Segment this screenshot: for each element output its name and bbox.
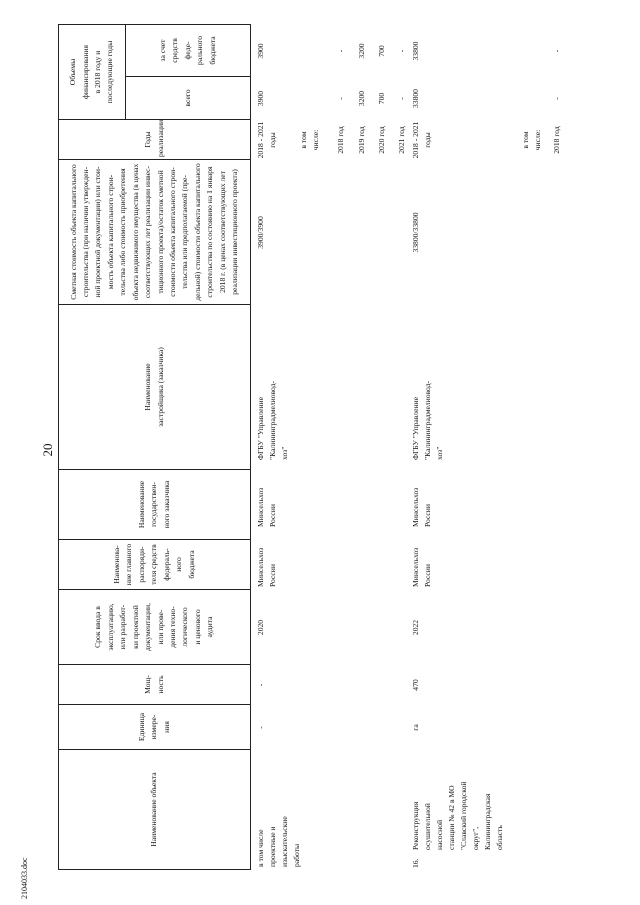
row-chief-manager: Минсельхоз России	[411, 547, 432, 587]
row-federal: 3900	[256, 43, 265, 59]
header-financing-federal: за счет средств феде- рального бюджета	[126, 25, 251, 77]
page-number: 20	[40, 443, 55, 457]
row-term: 2022	[411, 619, 420, 636]
row-years: 2018 - 2021 годы	[411, 121, 432, 159]
row-capacity: 470	[411, 679, 420, 691]
header-state-customer: Наименование государствен- ного заказчика	[59, 470, 251, 540]
row-state-customer: Минсельхоз России	[411, 487, 432, 527]
row-capacity: -	[256, 683, 265, 687]
row-unit: га	[411, 724, 420, 731]
header-financing: Объемы финансирования в 2018 году и последующие годы	[59, 25, 126, 120]
header-row	[59, 25, 126, 870]
table-row	[408, 0, 598, 905]
row-years: 2018 год	[336, 126, 345, 154]
row-total: -	[397, 97, 406, 100]
row-federal: -	[552, 49, 561, 53]
header-unit: Единица измере- ния	[59, 705, 251, 750]
table-header	[58, 24, 251, 870]
row-chief-manager: Минсельхоз России	[256, 547, 277, 587]
row-cost: 33800/33800	[411, 212, 420, 253]
row-object-name: в том числе проектные и изыскательские работы	[256, 816, 301, 867]
row-years: 2020 год	[377, 126, 386, 154]
header-developer: Наименование застройщика (заказчика)	[59, 305, 251, 470]
row-term: 2020	[256, 619, 265, 636]
row-years: 2019 год	[357, 126, 366, 154]
row-developer: ФГБУ "Управление "Калининградмелиовод- хоз"	[411, 380, 444, 460]
row-years: в том числе:	[299, 129, 320, 151]
row-total: 3900	[256, 90, 265, 107]
header-financing-total: всего	[126, 77, 251, 120]
row-federal: 3200	[357, 43, 366, 59]
header-years: Годы реализации	[59, 120, 251, 160]
row-total: -	[336, 97, 345, 100]
row-total: 3200	[357, 90, 366, 107]
row-federal: 33800	[411, 41, 420, 61]
row-total: 33800	[411, 89, 420, 108]
header-object-name: Наименование объекта	[59, 750, 251, 870]
row-years: 2021 год	[397, 126, 406, 154]
row-developer: ФГБУ "Управление "Калининградмелиовод- хоз"	[256, 380, 289, 460]
row-state-customer: Минсельхоз России	[256, 487, 277, 527]
header-chief-manager: Наименова- ние главного распоряди- теля средств федераль- ного бюджета	[59, 540, 251, 590]
row-years: в том числе:	[521, 129, 542, 151]
row-federal: -	[336, 49, 345, 53]
row-number: 16.	[411, 858, 420, 868]
row-object-name: Реконструкция осушительной насосной станции № 42 в МО "Славский городской округ", Калининградская область	[411, 781, 504, 850]
row-federal: 700	[377, 45, 386, 57]
header-commissioning-term: Срок ввода в эксплуатацию, или разработ- ки проектной документации, или прове- дения техно- логического и ценового аудита	[59, 590, 251, 665]
header-capacity: Мощ- ность	[59, 665, 251, 705]
row-total: -	[552, 97, 561, 100]
row-years: 2018 - 2021 годы	[256, 121, 277, 159]
row-unit: -	[256, 726, 265, 729]
header-estimated-cost: Сметная стоимость объекта капитального строительства (при наличии утвержден- ной проектной документации) или стои- мость объекта капитального строи- тельства либо стоимость приобретения объекта недвижимого имущества (в ценах соответствующих лет реализации инвес- тиционного проекта)/остаток сметной стоимости объекта капитального строи- тельства или предполагаемой (пре- дельной) стоимости объекта капитального строительства по состоянию на 1 января 2018 г. (в ценах соответствующих лет реализации инвестиционного проекта)	[59, 160, 251, 305]
row-total: 700	[377, 92, 386, 105]
row-cost: 3900/3900	[256, 216, 265, 249]
footer-filename: 2104033.doc	[20, 857, 29, 899]
row-years: 2018 год	[552, 126, 561, 154]
row-federal: -	[397, 49, 406, 53]
